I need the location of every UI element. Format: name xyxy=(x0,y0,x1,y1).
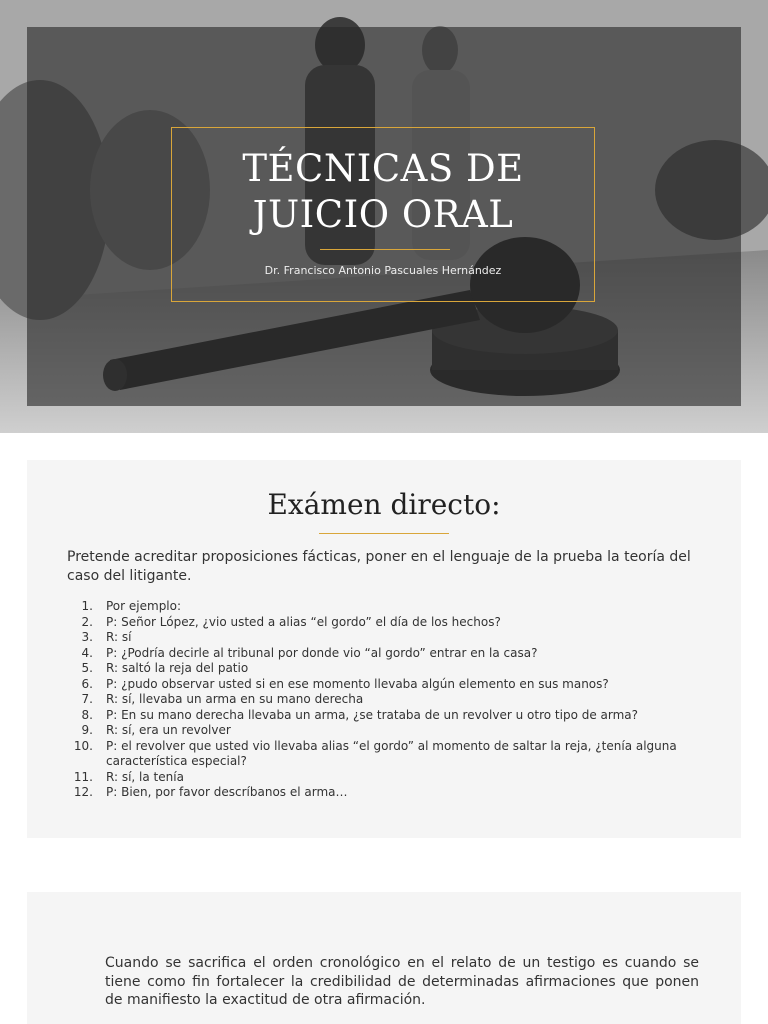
list-item: 8. P: En su mano derecha llevaba un arma, ¿se trataba de un revolver u otro tipo de arma? xyxy=(81,707,639,722)
title-slide xyxy=(0,0,768,433)
heading-divider xyxy=(319,533,449,534)
intro-text: Pretende acreditar proposiciones fácticas, poner en el lenguaje de la prueba la teoría del caso del litigante. xyxy=(67,549,691,584)
slide-heading: Exámen directo: xyxy=(267,488,501,521)
author-name: Dr. Francisco Antonio Pascuales Hernández xyxy=(264,264,502,277)
title-line-2: JUICIO ORAL xyxy=(252,193,514,236)
list-item: 3. R: sí xyxy=(81,630,132,644)
title-divider xyxy=(320,249,450,250)
title-frame xyxy=(171,127,595,302)
list-item: 7. R: sí, llevaba un arma en su mano derecha xyxy=(81,692,364,706)
chronology-slide xyxy=(27,892,741,1024)
list-item: 4. P: ¿Podría decirle al tribunal por donde vio “al gordo” entrar en la casa? xyxy=(81,645,538,660)
list-item: 12. P: Bien, por favor descríbanos el arma… xyxy=(73,785,348,799)
list-item: 6. P: ¿pudo observar usted si en ese momento llevaba algún elemento en sus manos? xyxy=(81,676,609,691)
title-line-1: TÉCNICAS DE xyxy=(242,147,524,190)
direct-exam-slide xyxy=(27,460,741,838)
list-item: 1. Por ejemplo: xyxy=(81,599,182,613)
slide-paragraph: Cuando se sacrifica el orden cronológico en el relato de un testigo es cuando se tiene como fin fortalecer la credibilidad de determinadas afirmaciones que ponen de manifiesto la exactitud de otra afirmación. xyxy=(105,955,699,1008)
slide-title xyxy=(172,146,594,238)
list-item: 2. P: Señor López, ¿vio usted a alias “el gordo” el día de los hechos? xyxy=(81,614,501,629)
list-item: 11. R: sí, la tenía xyxy=(73,769,184,784)
list-item: 5. R: saltó la reja del patio xyxy=(81,661,249,675)
list-item: 10. P: el revolver que usted vio llevaba alias “el gordo” al momento de saltar la reja, ¿tenía alguna característica especial? xyxy=(73,738,677,768)
list-item: 9. R: sí, era un revolver xyxy=(81,723,231,737)
example-list xyxy=(69,599,689,801)
